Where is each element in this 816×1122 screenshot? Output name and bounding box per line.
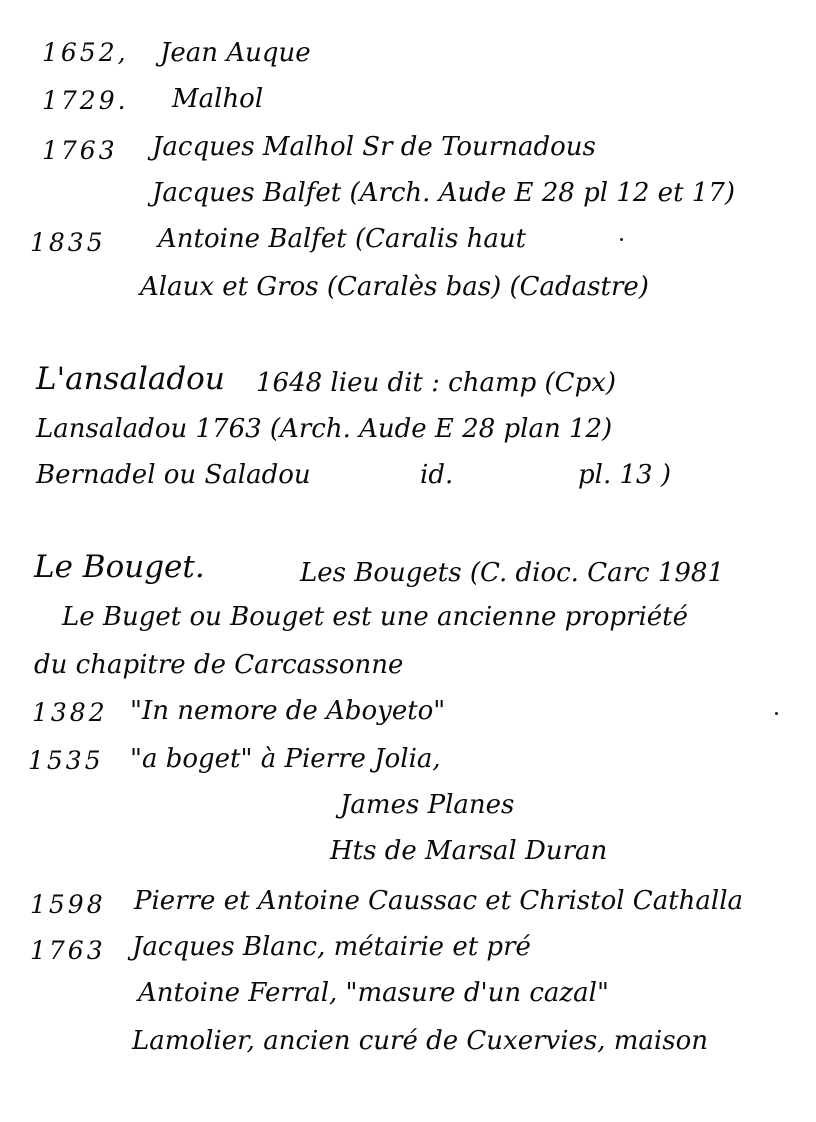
- section-heading-note: 1648 lieu dit : champ (Cpx): [256, 368, 617, 398]
- entry-year: 1729.: [42, 86, 129, 115]
- section-line: Lansaladou 1763 (Arch. Aude E 28 plan 12): [36, 414, 613, 444]
- paragraph-line: Le Buget ou Bouget est une ancienne propriété: [62, 602, 688, 632]
- entry-year: 1535: [28, 746, 104, 775]
- entry-year: 1652,: [42, 38, 129, 67]
- entry-text: Lamolier, ancien curé de Cuxervies, maison: [132, 1026, 708, 1056]
- entry-text: "a boget" à Pierre Jolia,: [130, 744, 441, 774]
- ink-dot: [775, 712, 778, 715]
- entry-text: Jacques Blanc, métairie et pré: [132, 932, 531, 962]
- section-line-id: id.: [420, 460, 454, 490]
- entry-text: Hts de Marsal Duran: [330, 836, 608, 866]
- entry-text: Pierre et Antoine Caussac et Christol Cathalla: [134, 886, 744, 916]
- entry-text: "In nemore de Aboyeto": [130, 696, 446, 726]
- paragraph-line: du chapitre de Carcassonne: [34, 650, 404, 680]
- entry-year: 1598: [30, 890, 106, 919]
- entry-text: Malhol: [172, 84, 264, 114]
- ink-dot: [620, 238, 623, 241]
- section-heading: Le Bouget.: [34, 549, 205, 585]
- entry-year: 1763: [30, 936, 106, 965]
- entry-text: Alaux et Gros (Caralès bas) (Cadastre): [140, 272, 649, 302]
- entry-text: Antoine Balfet (Caralis haut: [158, 224, 527, 254]
- entry-year: 1763: [42, 136, 118, 165]
- entry-year: 1382: [32, 698, 108, 727]
- entry-text: Jacques Malhol Sr de Tournadous: [152, 132, 596, 162]
- entry-year: 1835: [30, 228, 106, 257]
- section-heading-note: Les Bougets (C. dioc. Carc 1981: [300, 558, 725, 588]
- entry-text: Jacques Balfet (Arch. Aude E 28 pl 12 et 17): [152, 178, 736, 208]
- section-line-ref: pl. 13 ): [578, 460, 671, 490]
- section-heading: L'ansaladou: [36, 361, 225, 397]
- section-line: Bernadel ou Saladou: [36, 460, 311, 490]
- entry-text: Jean Auque: [160, 38, 311, 68]
- entry-text: Antoine Ferral, "masure d'un cazal": [138, 978, 609, 1008]
- entry-text: James Planes: [340, 790, 515, 820]
